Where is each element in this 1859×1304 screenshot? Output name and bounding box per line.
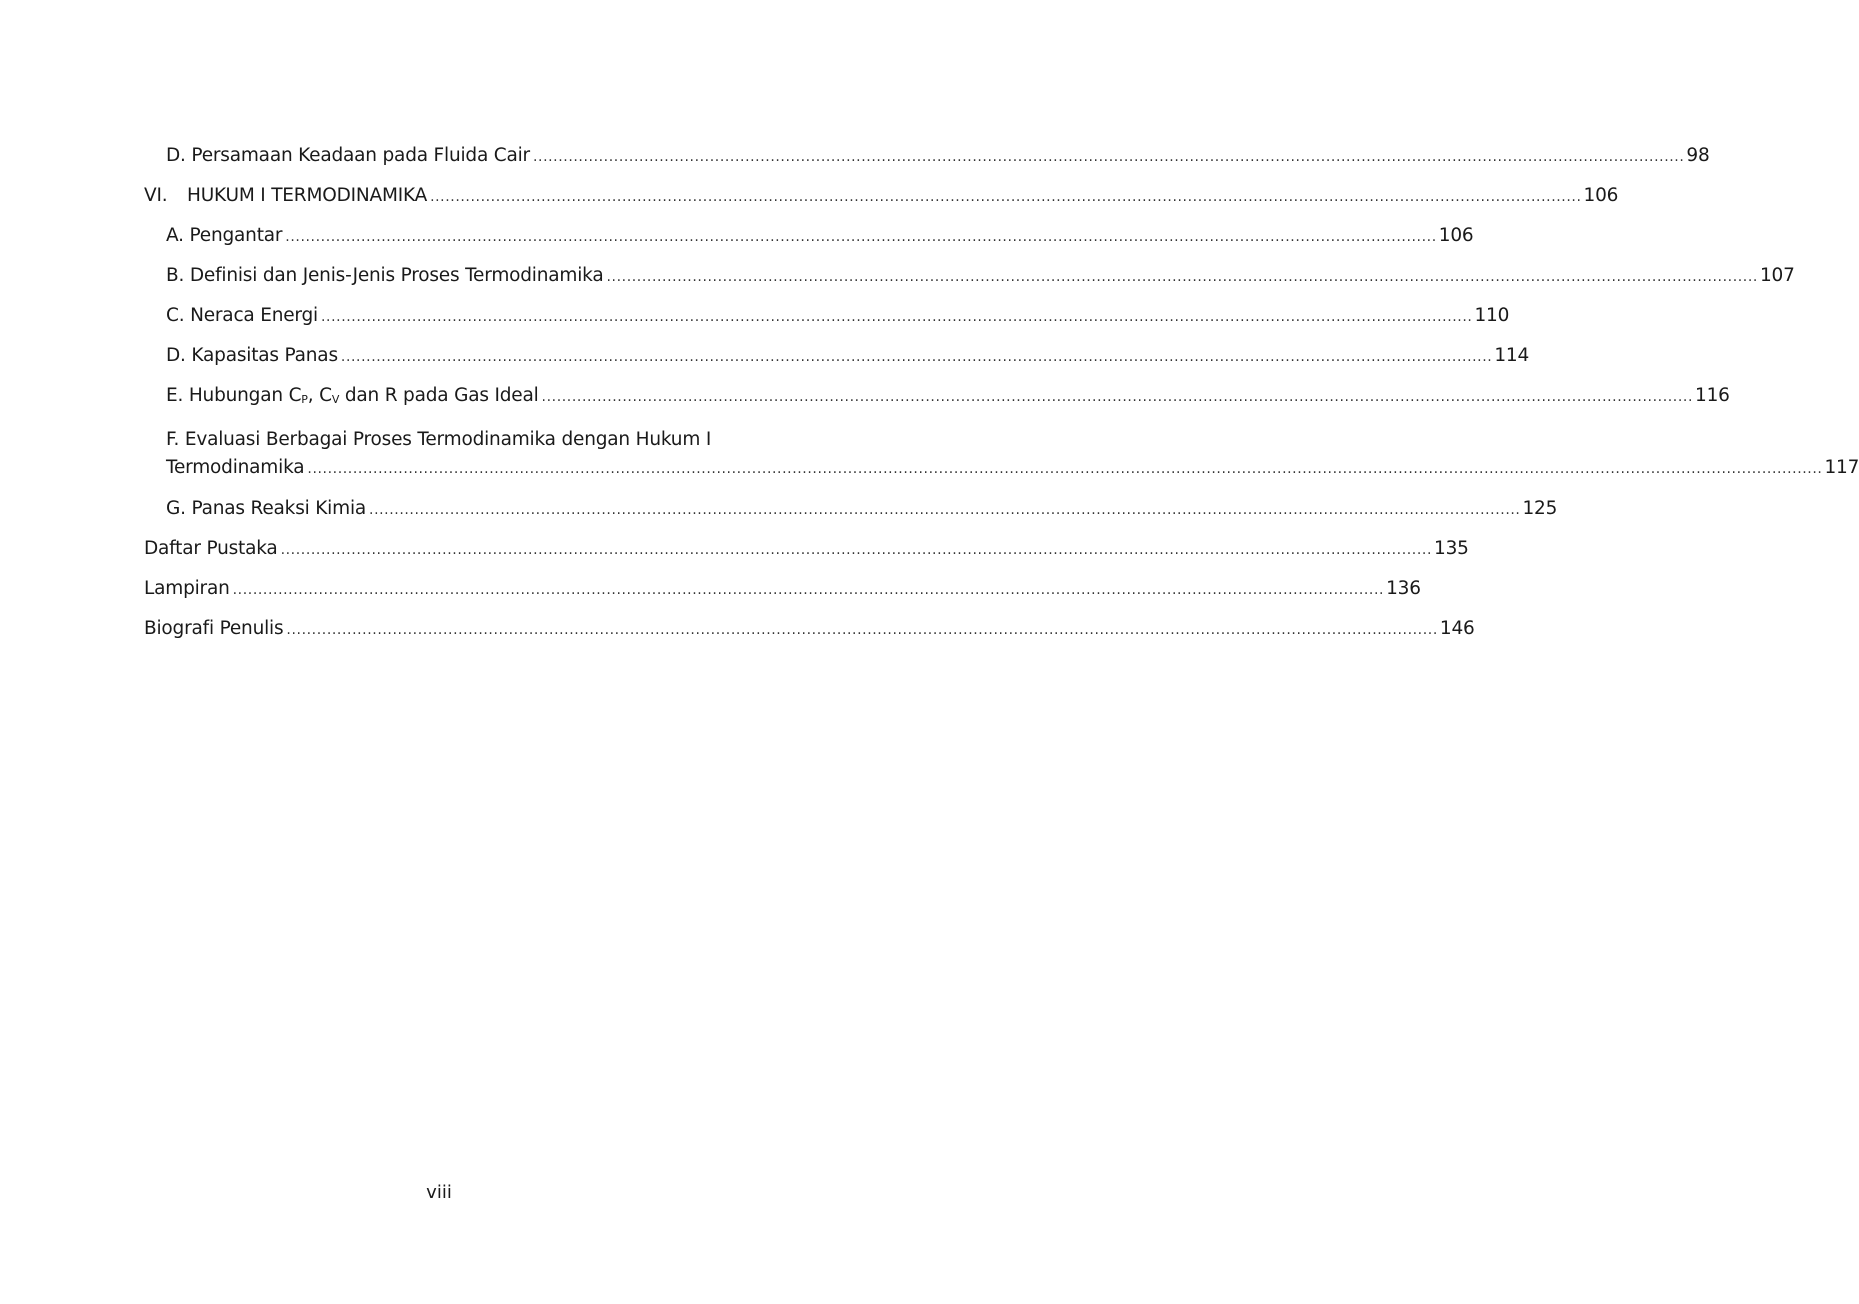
toc-page-number: 117 — [1824, 457, 1859, 478]
toc-page-number: 106 — [1438, 225, 1474, 246]
toc-chapter-vi[interactable] — [144, 183, 1619, 210]
toc-entry-label: Daftar Pustaka — [144, 538, 278, 559]
chapter-title: HUKUM I TERMODINAMIKA — [187, 185, 428, 206]
toc-entry-definisi[interactable] — [144, 263, 1795, 290]
toc-page-number: 146 — [1439, 618, 1475, 639]
toc-entry-label — [166, 383, 539, 413]
toc-page-number: 116 — [1695, 385, 1730, 406]
dot-leader — [233, 577, 1384, 603]
label-part: E. Hubungan C — [166, 385, 302, 406]
toc-entry-label: B. Definisi dan Jenis-Jenis Proses Termodinamika — [166, 265, 604, 286]
dot-leader — [341, 344, 1492, 370]
subscript-v: V — [331, 393, 340, 406]
dot-leader — [607, 264, 1758, 290]
toc-page-number: 98 — [1686, 145, 1710, 166]
toc-entry-pengantar[interactable] — [144, 223, 1474, 250]
toc-entry-evaluasi[interactable] — [144, 426, 1859, 483]
dot-leader — [430, 184, 1581, 210]
toc-entry-biografi[interactable] — [144, 616, 1475, 643]
dot-leader — [285, 224, 1436, 250]
toc-entry-label: Lampiran — [144, 578, 230, 599]
toc-entry-label: C. Neraca Energi — [166, 305, 318, 326]
toc-entry-neraca-energi[interactable] — [144, 303, 1510, 330]
toc-page-number: 136 — [1386, 578, 1421, 599]
dot-leader — [542, 384, 1693, 410]
toc-page-number: 106 — [1583, 185, 1619, 206]
dot-leader — [533, 144, 1684, 170]
toc-entry-daftar-pustaka[interactable] — [144, 536, 1469, 563]
toc-entry-persamaan-keadaan[interactable] — [144, 143, 1710, 170]
dot-leader — [286, 617, 1437, 643]
label-part: dan R pada Gas Ideal — [339, 385, 539, 406]
toc-entry-panas-reaksi[interactable] — [144, 496, 1558, 523]
toc-entry-label: D. Persamaan Keadaan pada Fluida Cair — [166, 145, 530, 166]
toc-entry-label: A. Pengantar — [166, 225, 283, 246]
toc-entry-label: Biografi Penulis — [144, 618, 284, 639]
toc-page-number: 110 — [1474, 305, 1510, 326]
toc-entry-label — [144, 183, 427, 209]
toc-page-number: 125 — [1522, 498, 1558, 519]
toc-entry-label: G. Panas Reaksi Kimia — [166, 498, 367, 519]
toc-entry-hubungan-cp-cv[interactable] — [144, 383, 1730, 413]
subscript-p: P — [301, 393, 308, 406]
dot-leader — [369, 497, 1520, 523]
dot-leader — [321, 304, 1472, 330]
table-of-contents — [144, 143, 1859, 656]
toc-entry-label-line2: Termodinamika — [166, 457, 305, 478]
dot-leader: ............................................................................................................................................................................................................................................................................................................ — [307, 461, 1823, 477]
toc-page-number: 107 — [1759, 265, 1795, 286]
chapter-number: VI. — [144, 185, 168, 206]
toc-entry-label-line1: F. Evaluasi Berbagai Proses Termodinamika dengan Hukum I — [166, 429, 712, 450]
page-number-folio: viii — [426, 1182, 452, 1203]
toc-entry-lampiran[interactable] — [144, 576, 1421, 603]
toc-entry-kapasitas-panas[interactable] — [144, 343, 1530, 370]
dot-leader — [281, 537, 1432, 563]
toc-page-number: 135 — [1434, 538, 1469, 559]
toc-page-number: 114 — [1494, 345, 1530, 366]
toc-entry-label: D. Kapasitas Panas — [166, 345, 338, 366]
label-part: , C — [307, 385, 332, 406]
